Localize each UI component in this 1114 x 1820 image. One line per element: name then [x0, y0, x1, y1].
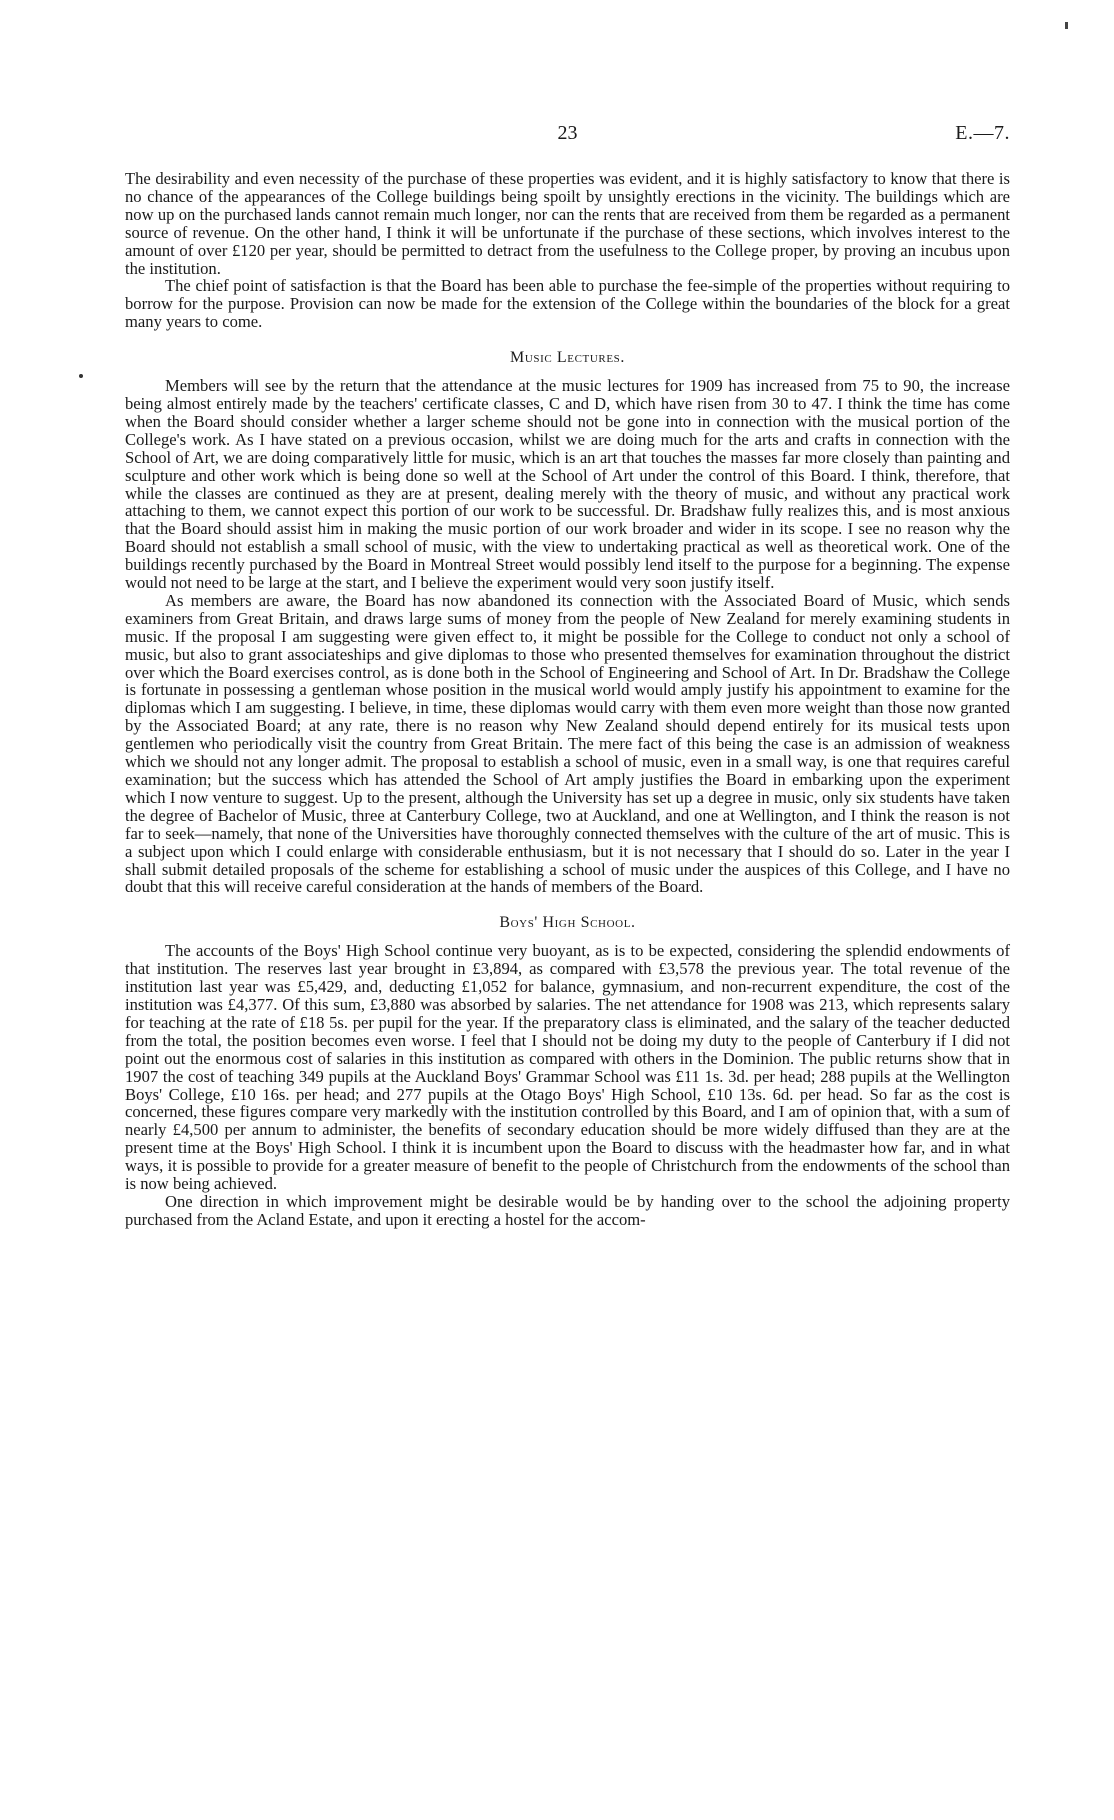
- paragraph-boys-accounts: The accounts of the Boys' High School continue very buoyant, as is to be expected, considering the splendid endowments of that institution. The reserves last year brought in £3,894, as compared with £3,578 the previous year. The total revenue of the institution last year was £5,429, and, deducting £1,052 for balance, gymnasium, and non-recurrent expenditure, the cost of the institution was £4,377. Of this sum, £3,880 was absorbed by salaries. The net attendance for 1908 was 213, which represents salary for teaching at the rate of £18 5s. per pupil for the year. If the preparatory class is eliminated, and the salary of the teacher deducted from the total, the position becomes even worse. I feel that I should not be doing my duty to the people of Canterbury if I did not point out the enormous cost of salaries in this institution as compared with others in the Dominion. The public returns show that in 1907 the cost of teaching 349 pupils at the Auckland Boys' Grammar School was £11 1s. 3d. per head; 288 pupils at the Wellington Boys' College, £10 16s. per head; and 277 pupils at the Otago Boys' High School, £10 13s. 6d. per head. So far as the cost is concerned, these figures compare very markedly with the institution controlled by this Board, and I am of opinion that, with a sum of nearly £4,500 per annum to administer, the benefits of secondary education should be more widely diffused than they are at the present time at the Boys' High School. I think it is incumbent upon the Board to discuss with the headmaster how far, and in what ways, it is possible to provide for a greater measure of benefit to the people of Christchurch from the endowments of the school than is now being achieved.: [125, 941, 1010, 1194]
- margin-mark: [79, 374, 83, 378]
- paragraph-properties: The desirability and even necessity of the purchase of these properties was evident, and it is highly satisfactory to know that there is no chance of the appearances of the College buildings being spoilt by unsightly erections in the vicinity. The buildings which are now up on the purchased lands cannot remain much longer, nor can the rents that are received from them be regarded as a permanent source of revenue. On the other hand, I think it will be unfortunate if the purchase of these sections, which involves interest to the amount of over £120 per year, should be permitted to detract from the usefulness to the College proper, by proving an incubus upon the institution.: [125, 169, 1010, 278]
- corner-mark: [1065, 22, 1068, 29]
- paragraph-fee-simple: The chief point of satisfaction is that the Board has been able to purchase the fee-simple of the properties without requiring to borrow for the purpose. Provision can now be made for the extension of the College within the boundaries of the block for a great many years to come.: [125, 276, 1010, 332]
- section-heading-boys-high-school: Boys' High School.: [499, 914, 636, 932]
- paragraph-acland-estate: One direction in which improvement might be desirable would be by handing over to the school the adjoining property purchased from the Acland Estate, and upon it erecting a hostel for the accom-: [125, 1191, 1010, 1229]
- page-number: 23: [557, 122, 578, 144]
- page-header: [125, 122, 1010, 152]
- section-heading-music-lectures: Music Lectures.: [510, 349, 625, 367]
- paragraph-associated-board: As members are aware, the Board has now abandoned its connection with the Associated Board of Music, which sends examiners from Great Britain, and draws large sums of money from the people of New Zealand for merely examining students in music. If the proposal I am suggesting were given effect to, it might be possible for the College to conduct not only a school of music, but also to grant associateships and give diplomas to those who presented themselves for examination throughout the district over which the Board exercises control, as is done both in the School of Engineering and School of Art. In Dr. Bradshaw the College is fortunate in possessing a gentleman whose position in the musical world would amply justify his appointment to examine for the diplomas which I am suggesting. I believe, in time, these diplomas would carry with them even more weight than those now granted by the Associated Board; at any rate, there is no reason why New Zealand should depend entirely for its musical tests upon gentlemen who periodically visit the country from Great Britain. The mere fact of this being the case is an admission of weakness which we should not any longer admit. The proposal to establish a school of music, even in a small way, is one that requires careful examination; but the success which has attended the School of Art amply justifies the Board in embarking upon the experiment which I now venture to suggest. Up to the present, although the University has set up a degree in music, only six students have taken the degree of Bachelor of Music, three at Canterbury College, two at Auckland, and one at Wellington, and I think the reason is not far to seek—namely, that none of the Universities have thoroughly connected themselves with the culture of the art of music. This is a subject upon which I could enlarge with considerable enthusiasm, but it is not necessary that I should do so. Later in the year I shall submit detailed proposals of the scheme for establishing a school of music under the auspices of this College, and I have no doubt that this will receive careful consideration at the hands of members of the Board.: [125, 590, 1010, 897]
- paragraph-music-attendance: Members will see by the return that the attendance at the music lectures for 1909 has increased from 75 to 90, the increase being almost entirely made by the teachers' certificate classes, C and D, which have risen from 30 to 47. I think the time has come when the Board should consider whether a larger scheme should not be gone into in connection with the musical portion of the College's work. As I have stated on a previous occasion, whilst we are doing much for the arts and crafts in connection with the School of Art, we are doing comparatively little for music, which is an art that touches the masses far more closely than painting and sculpture and other work which is being done so well at the School of Art under the control of this Board. I think, therefore, that while the classes are continued as they are at present, dealing merely with the theory of music, and without any practical work attaching to them, we cannot expect this portion of our work to be successful. Dr. Bradshaw fully realizes this, and is most anxious that the Board should assist him in making the music portion of our work broader and wider in its scope. I see no reason why the Board should not establish a small school of music, with the view to undertaking practical as well as theoretical work. One of the buildings recently purchased by the Board in Montreal Street would possibly lend itself to the purpose for a beginning. The expense would not need to be large at the start, and I believe the experiment would very soon justify itself.: [125, 376, 1010, 593]
- page-body: [125, 170, 1010, 1229]
- document-series: E.—7.: [955, 122, 1010, 144]
